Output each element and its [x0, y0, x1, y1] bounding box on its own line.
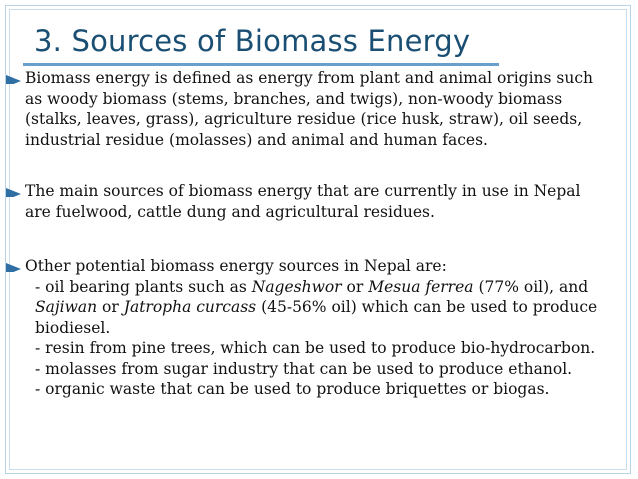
sub-item-organic-waste: - organic waste that can be used to produce briquettes or biogas.: [35, 380, 550, 398]
triangle-bullet-icon: [5, 72, 22, 84]
sub-item-resin: - resin from pine trees, which can be used to produce bio-hydrocarbon.: [35, 339, 596, 357]
triangle-bullet-icon: [5, 260, 22, 272]
oil-plants-or-2: or: [97, 298, 124, 316]
oil-percent-77: (77% oil), and: [473, 277, 589, 296]
species-jatropha-curcass: Jatropha curcass: [123, 298, 257, 316]
potential-sources-heading: Other potential biomass energy sources in Nepal are:: [25, 257, 447, 275]
species-mesua-ferrea: Mesua ferrea: [368, 277, 474, 296]
oil-plants-prefix: - oil bearing plants such as: [35, 277, 252, 296]
species-sajiwan: Sajiwan: [35, 298, 98, 316]
oil-plants-or: or: [341, 277, 369, 296]
bullet-text-potential-sources: [25, 256, 611, 400]
bullet-text-definition: Biomass energy is defined as energy from plant and animal origins such as woody biomass (stems, branches, and twigs), non-woody biomass (stalks, leaves, grass), agriculture residue (rice husk, straw), oil seeds, industrial residue (molasses) and animal and human faces.: [25, 69, 594, 149]
bullet-item-potential-sources: [5, 256, 611, 400]
species-nageshwor: Nageshwor: [251, 277, 342, 296]
bullet-item-main-sources: [5, 181, 611, 222]
oil-percent-45-56: (45-56% oil) which can be used to produce biodiesel.: [35, 298, 598, 337]
slide-title: 3. Sources of Biomass Energy: [34, 24, 471, 58]
bullet-item-definition: [5, 68, 611, 150]
triangle-bullet-icon: [5, 185, 22, 197]
sub-item-molasses: - molasses from sugar industry that can be used to produce ethanol.: [35, 359, 573, 378]
sub-item-oil-plants: [25, 277, 611, 339]
bullet-text-main-sources: The main sources of biomass energy that are currently in use in Nepal are fuelwood, cattle dung and agricultural residues.: [25, 182, 581, 221]
title-underline: [23, 63, 499, 66]
